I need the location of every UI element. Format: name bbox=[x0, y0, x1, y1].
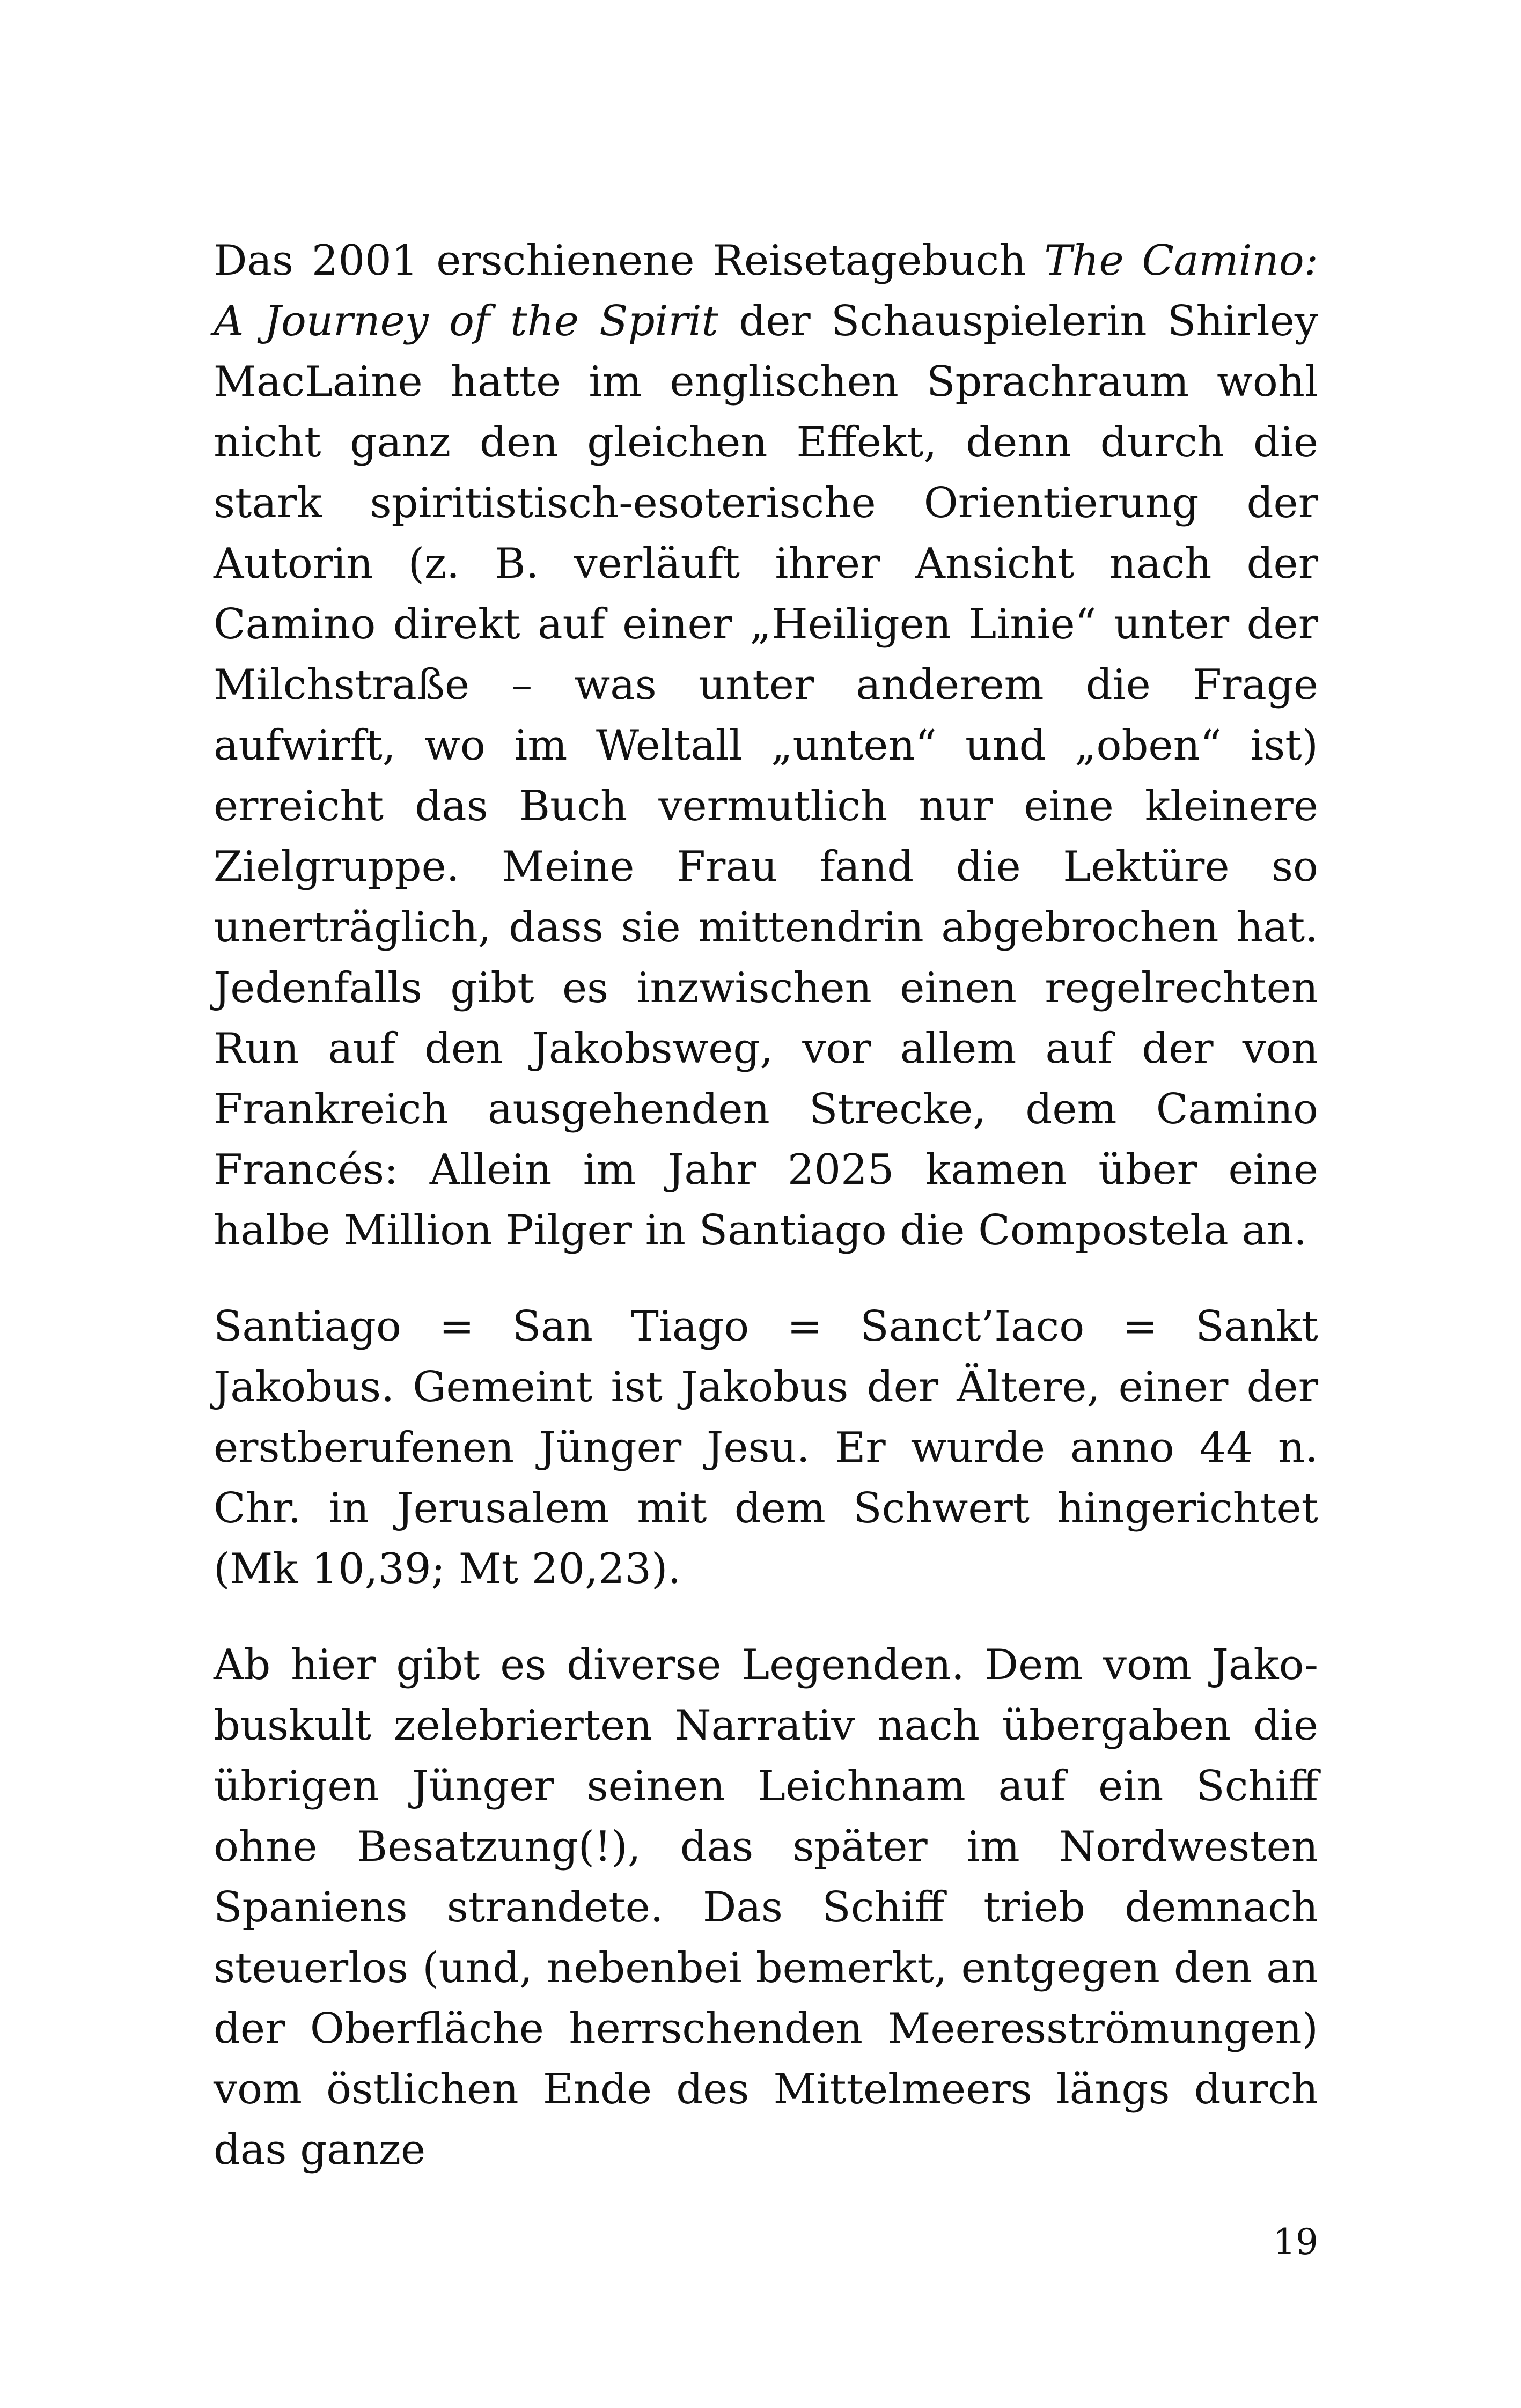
body-text bbox=[214, 231, 1318, 2181]
paragraph-1-rest: der Schauspielerin Shirley MacLaine hatte im englischen Sprachraum wohl nicht ganz den gleichen Effekt, denn durch die stark spiritistisch-esoterische Orientierung der Autorin (z. B. verläuft ihrer Ansicht nach der Camino direkt auf einer „Heiligen Linie“ unter der Milchstraße – was unter anderem die Frage aufwirft, wo im Weltall „unten“ und „oben“ ist) erreicht das Buch vermutlich nur eine kleinere Zielgruppe. Meine Frau fand die Lektüre so unerträglich, dass sie mittendrin abgebrochen hat. Jedenfalls gibt es inzwischen einen regelrechten Run auf den Jakobsweg, vor allem auf der von Frankreich ausgehenden Strecke, dem Camino Francés: Allein im Jahr 2025 kamen über eine halbe Million Pilger in Santiago die Compostela an. bbox=[214, 297, 1318, 1255]
paragraph-legends: Ab hier gibt es diverse Legenden. Dem vom Jakobuskult zelebrierten Narrativ nach übergaben die übrigen Jünger seinen Leichnam auf ein Schiff ohne Besatzung(!), das später im Nordwesten Spaniens strandete. Das Schiff trieb demnach steuerlos (und, nebenbei bemerkt, entgegen den an der Oberfläche herrschenden Meeresströmungen) vom östlichen Ende des Mittelmeers längs durch das ganze bbox=[214, 1641, 1318, 2174]
paragraph-camino-book bbox=[214, 231, 1318, 1261]
paragraph-santiago: Santiago = San Tiago = Sanct’Iaco = Sankt Jakobus. Gemeint ist Jakobus der Ältere, einer der erstberufenen Jünger Jesu. Er wurde anno 44 n. Chr. in Jerusalem mit dem Schwert hingerichtet (Mk 10,39; Mt 20,23). bbox=[214, 1302, 1318, 1593]
paragraph-1-lead: Das 2001 erschienene Reisetagebuch bbox=[214, 237, 1045, 285]
page-number: 19 bbox=[1273, 2221, 1318, 2263]
book-title: The Camino: A Journey of the Spirit bbox=[214, 237, 1318, 345]
